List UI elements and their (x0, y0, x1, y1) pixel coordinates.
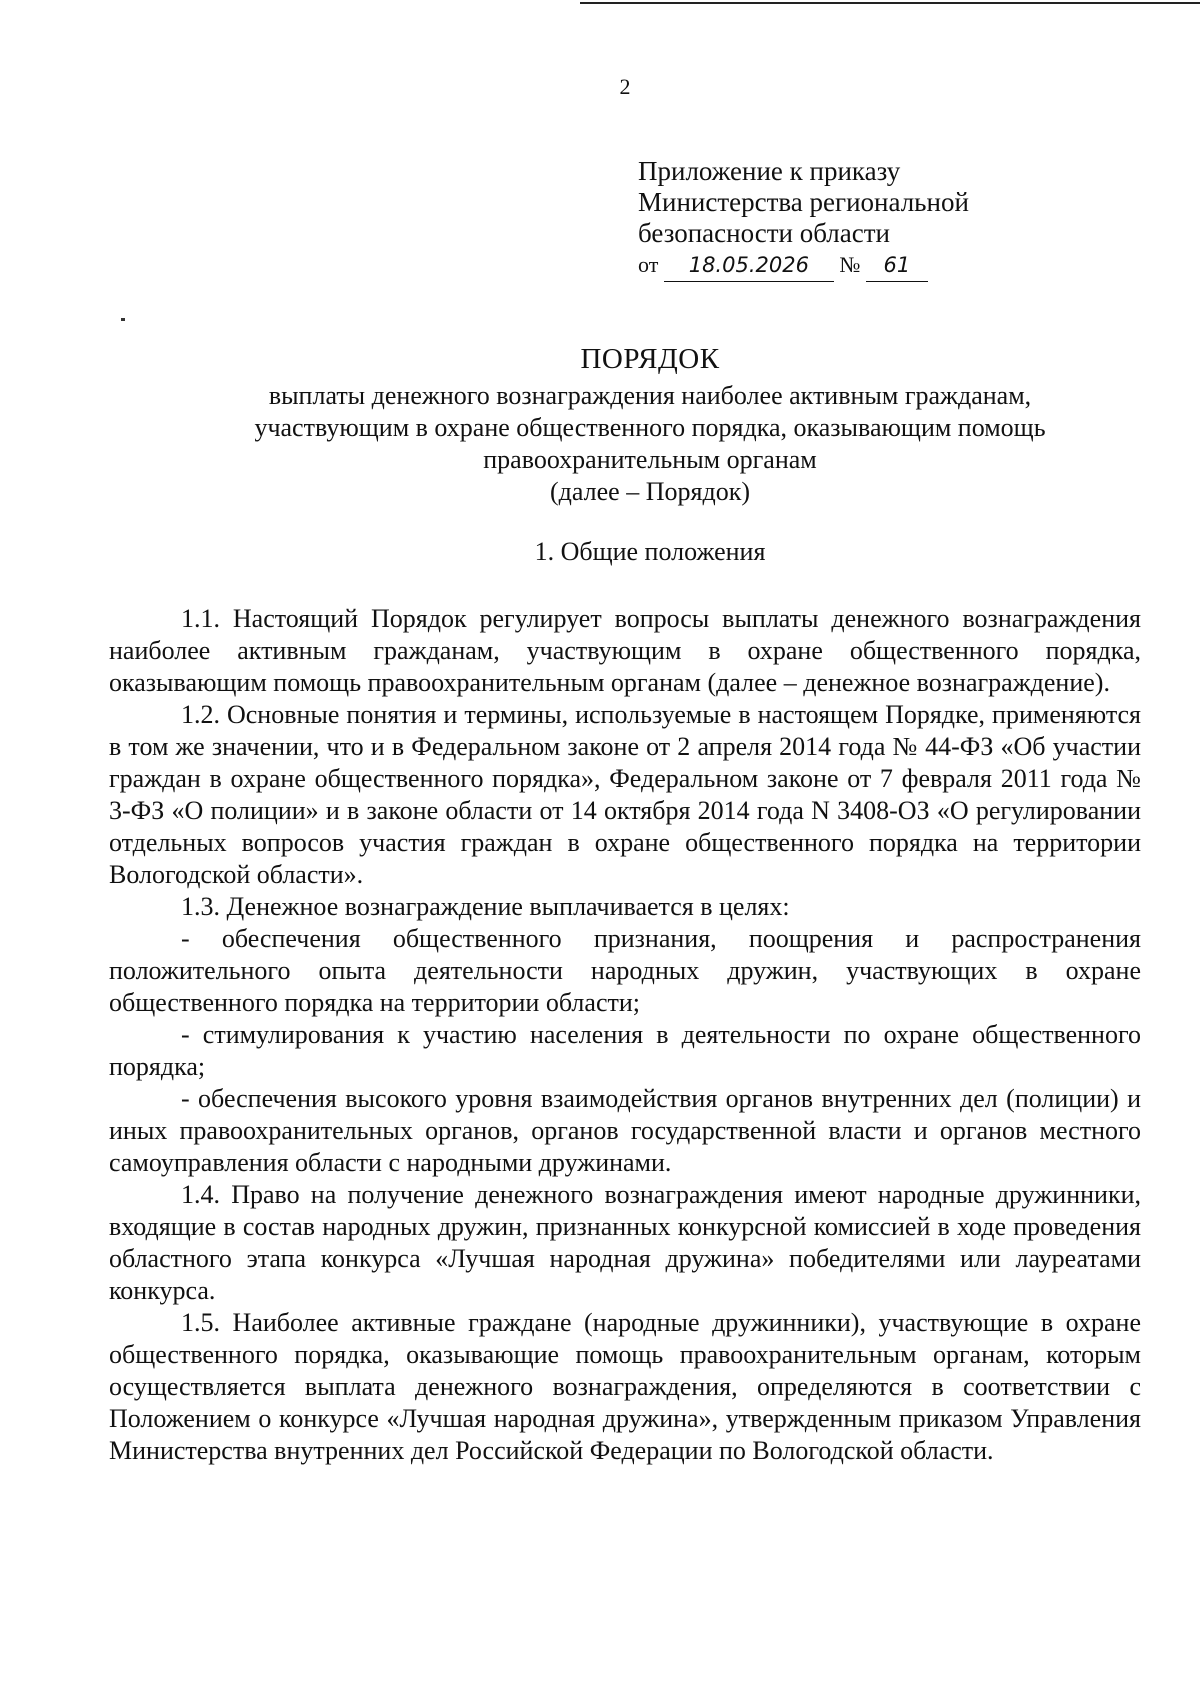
paragraph-1-4: 1.4. Право на получение денежного вознаграждения имеют народные дружинники, входящие в состав народных дружин, признанных конкурсной комиссией в ходе проведения областного этапа конкурса «Лучшая народная дружина» победителями или лауреатами конкурса. (109, 1180, 1141, 1305)
appendix-line-2: Министерства региональной (638, 187, 969, 217)
document-title: ПОРЯДОК (580, 343, 720, 375)
list-item-stimulation: - стимулирования к участию населения в деятельности по охране общественного порядка; (109, 1020, 1141, 1081)
list-item-recognition: - обеспечения общественного признания, поощрения и распространения положительного опыта деятельности народных дружин, участвующих в охране общественного порядка на территории области; (109, 924, 1141, 1017)
document-body (109, 603, 1141, 1467)
subtitle-line-4: (далее – Порядок) (550, 477, 750, 506)
handwritten-date: 18.05.2026 (664, 250, 834, 282)
document-subtitle (150, 380, 1150, 508)
paragraph-1-2: 1.2. Основные понятия и термины, используемые в настоящем Порядке, применяются в том же значении, что и в Федеральном законе от 2 апреля 2014 года № 44-ФЗ «Об участии граждан в охране общественного порядка», Федеральном законе от 7 февраля 2011 года № 3-ФЗ «О полиции» и в законе области от 14 октября 2014 года N 3408-ОЗ «О регулировании отдельных вопросов участия граждан в охране общественного порядка на территории Вологодской области». (109, 700, 1141, 889)
paragraph-1-1: 1.1. Настоящий Порядок регулирует вопросы выплаты денежного вознаграждения наиболее активным гражданам, участвующим в охране общественного порядка, оказывающим помощь правоохранительным органам (далее – денежное вознаграждение). (109, 604, 1141, 697)
subtitle-line-1: выплаты денежного вознаграждения наиболее активным гражданам, (268, 381, 1032, 410)
scan-edge-line (580, 2, 1200, 4)
appendix-block (638, 156, 969, 282)
page-number: 2 (619, 74, 631, 99)
date-prefix: от (638, 252, 659, 277)
subtitle-line-3: правоохранительным органам (483, 445, 817, 474)
list-item-cooperation: - обеспечения высокого уровня взаимодействия органов внутренних дел (полиции) и иных правоохранительных органов, органов государственной власти и органов местного самоуправления области с народными дружинами. (109, 1084, 1141, 1177)
paragraph-1-3: 1.3. Денежное вознаграждение выплачивается в целях: (181, 892, 790, 921)
appendix-date-line (638, 249, 969, 282)
handwritten-number: 61 (866, 250, 928, 282)
appendix-line-3: безопасности области (638, 218, 890, 248)
section-title: 1. Общие положения (534, 537, 766, 566)
paragraph-1-5: 1.5. Наиболее активные граждане (народные дружинники), участвующие в охране общественного порядка, оказывающие помощь правоохранительным органам, которым осуществляется выплата денежного вознаграждения, определяются в соответствии с Положением о конкурсе «Лучшая народная дружина», утвержденным приказом Управления Министерства внутренних дел Российской Федерации по Вологодской области. (109, 1308, 1141, 1465)
subtitle-line-2: участвующим в охране общественного порядка, оказывающим помощь (254, 413, 1046, 442)
appendix-line-1: Приложение к приказу (638, 156, 901, 186)
number-prefix: № (839, 252, 861, 277)
scan-speck (121, 318, 125, 321)
